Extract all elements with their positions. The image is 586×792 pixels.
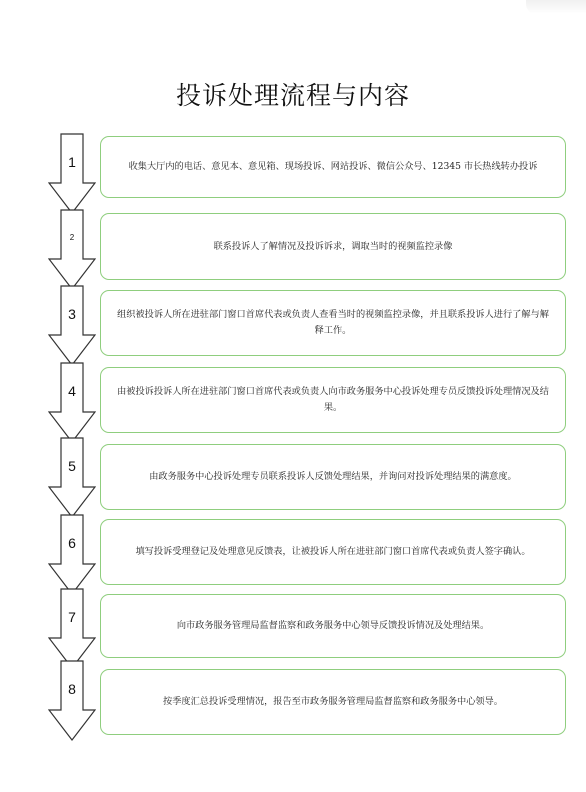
step-number: 2 xyxy=(69,233,75,242)
step-text: 按季度汇总投诉受理情况，报告至市政务服务管理局监督监察和政务服务中心领导。 xyxy=(163,696,503,707)
page-corner-shadow xyxy=(526,0,586,14)
down-arrow-icon xyxy=(48,588,96,670)
step-number: 7 xyxy=(68,609,76,625)
step-number: 1 xyxy=(68,154,76,170)
step-box xyxy=(100,213,566,280)
step-number: 5 xyxy=(68,458,76,474)
down-arrow-icon xyxy=(48,285,96,367)
down-arrow-icon xyxy=(48,437,96,519)
step-box xyxy=(100,594,566,658)
down-arrow-icon xyxy=(48,209,96,291)
step-box xyxy=(100,367,566,433)
step-box xyxy=(100,290,566,356)
step-box xyxy=(100,669,566,735)
step-number: 3 xyxy=(68,306,76,322)
step-text: 由政务服务中心投诉处理专员联系投诉人反馈处理结果，并询问对投诉处理结果的满意度。 xyxy=(149,471,517,482)
step-number: 6 xyxy=(68,535,76,551)
step-number: 8 xyxy=(68,681,76,697)
step-text: 向市政务服务管理局监督监察和政务服务中心领导反馈投诉情况及处理结果。 xyxy=(176,620,490,631)
page-title: 投诉处理流程与内容 xyxy=(175,81,410,110)
step-box xyxy=(100,136,566,198)
step-text: 由被投诉投诉人所在进驻部门窗口首席代表或负责人向市政务服务中心投诉处理专员反馈投诉处理情况及结果。 xyxy=(117,386,549,413)
down-arrow-icon xyxy=(48,660,96,742)
step-text: 填写投诉受理登记及处理意见反馈表，让被投诉人所在进驻部门窗口首席代表或负责人签字确认。 xyxy=(135,546,531,557)
step-box xyxy=(100,519,566,585)
step-number: 4 xyxy=(68,383,76,399)
step-text: 收集大厅内的电话、意见本、意见箱、现场投诉、网站投诉、微信公众号、12345 市长热线转办投诉 xyxy=(128,161,538,172)
down-arrow-icon xyxy=(48,362,96,444)
down-arrow-icon xyxy=(48,133,96,215)
down-arrow-icon xyxy=(48,514,96,596)
step-text: 组织被投诉人所在进驻部门窗口首席代表或负责人查看当时的视频监控录像，并且联系投诉人进行了解与解释工作。 xyxy=(117,309,549,336)
step-box xyxy=(100,444,566,510)
step-text: 联系投诉人了解情况及投诉诉求，调取当时的视频监控录像 xyxy=(213,240,453,252)
